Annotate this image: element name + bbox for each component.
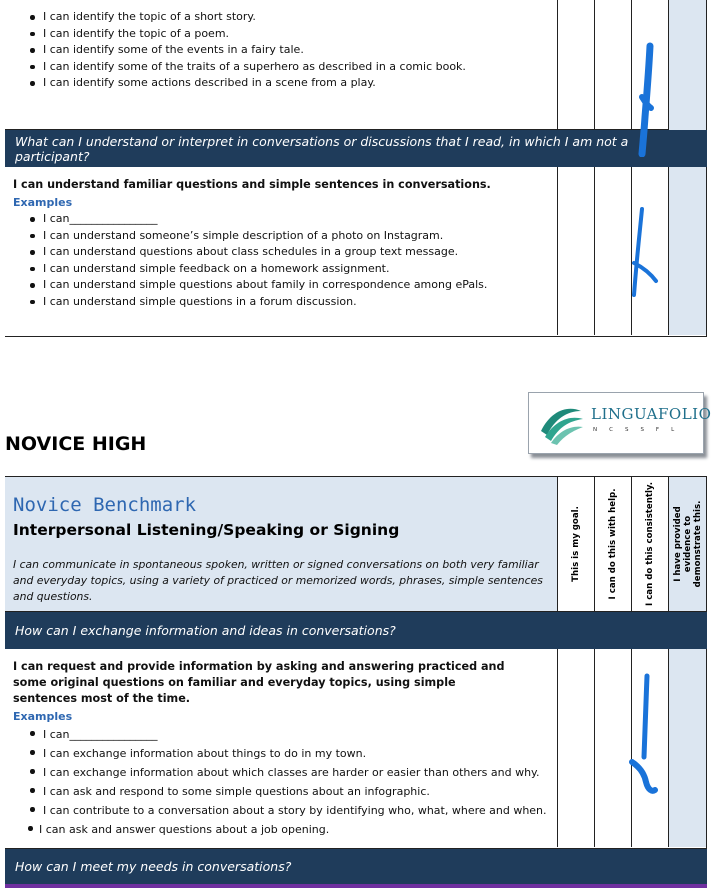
examples-label: Examples	[13, 196, 73, 209]
top-row-a	[5, 0, 706, 130]
list-item: I can identify some of the traits of a superhero as described in a comic book.	[13, 59, 549, 76]
linguafolio-logo	[528, 392, 712, 454]
logo-subtitle: NCSSFL	[593, 427, 687, 433]
list-item: I can________________	[13, 725, 549, 744]
question-band-2	[5, 612, 707, 649]
list-item: I can understand questions about class schedules in a group text message.	[13, 244, 549, 261]
list-item: I can understand simple questions about family in correspondence among ePals.	[13, 277, 549, 294]
question-band-2-text: How can I exchange information and ideas in conversations?	[15, 623, 396, 638]
column-header-with-help	[594, 477, 631, 611]
list-item: I can identify some of the events in a fairy tale.	[13, 42, 549, 59]
column-header-goal	[557, 477, 594, 611]
column-header-goal-text: This is my goal.	[571, 506, 582, 582]
evidence-cell[interactable]	[668, 649, 706, 847]
with-help-cell[interactable]	[594, 649, 631, 847]
column-header-consistently-text: I can do this consistently.	[645, 482, 656, 606]
benchmark-subtitle: Interpersonal Listening/Speaking or Signing	[13, 521, 400, 539]
list-item: I can identify the topic of a poem.	[13, 26, 549, 43]
examples-list-c	[13, 725, 549, 839]
list-item: I can understand someone’s simple description of a photo on Instagram.	[13, 228, 549, 245]
exchange-table	[5, 649, 707, 849]
consistently-cell[interactable]	[631, 649, 668, 847]
logo-swoosh-icon	[537, 401, 585, 447]
list-item: I can identify the topic of a short story.	[13, 9, 549, 26]
top-table	[5, 0, 707, 130]
consistently-cell[interactable]	[631, 0, 668, 130]
examples-list-b	[13, 211, 549, 310]
list-item: I can contribute to a conversation about a story by identifying who, what, where and when.	[13, 801, 549, 820]
top-row-b	[5, 167, 706, 335]
evidence-cell[interactable]	[668, 0, 706, 130]
list-item: I can exchange information about things to do in my town.	[13, 744, 549, 763]
list-item: I can understand simple questions in a forum discussion.	[13, 294, 549, 311]
examples-label: Examples	[13, 710, 73, 723]
column-header-evidence	[668, 477, 706, 611]
benchmark-title: Novice Benchmark	[13, 494, 197, 516]
evidence-cell[interactable]	[668, 167, 706, 335]
bottom-divider	[5, 884, 707, 888]
question-band-3-text: How can I meet my needs in conversations?	[15, 859, 292, 874]
list-item: I can exchange information about which classes are harder or easier than others and why.	[13, 763, 549, 782]
top-row-a-content	[5, 0, 557, 130]
goal-cell[interactable]	[557, 649, 594, 847]
list-item: I can ask and respond to some simple questions about an infographic.	[13, 782, 549, 801]
goal-cell[interactable]	[557, 167, 594, 335]
goal-cell[interactable]	[557, 0, 594, 130]
exchange-row	[5, 649, 706, 847]
benchmark-row	[5, 477, 706, 611]
logo-name: LINGUAFOLIO	[591, 405, 712, 423]
can-do-statement: I can understand familiar questions and simple sentences in conversations.	[13, 178, 491, 191]
with-help-cell[interactable]	[594, 167, 631, 335]
list-item: I can identify some actions described in a scene from a play.	[13, 75, 549, 92]
question-band-1-text: What can I understand or interpret in conversations or discussions that I read, in which I am not a participant?	[15, 133, 629, 164]
list-item: I can________________	[13, 211, 549, 228]
list-item: I can understand simple feedback on a homework assignment.	[13, 261, 549, 278]
consistently-cell[interactable]	[631, 167, 668, 335]
exchange-row-content	[5, 649, 557, 847]
section-title: NOVICE HIGH	[5, 433, 147, 455]
examples-list-a	[13, 9, 549, 92]
column-header-consistently	[631, 477, 668, 611]
column-header-with-help-text: I can do this with help.	[608, 488, 619, 600]
list-item: I can ask and answer questions about a job opening.	[13, 820, 549, 839]
benchmark-table	[5, 476, 707, 612]
question-band-1	[5, 130, 707, 167]
top-table-row-b	[5, 167, 707, 337]
with-help-cell[interactable]	[594, 0, 631, 130]
benchmark-description: I can communicate in spontaneous spoken, written or signed conversations on both very familiar and everyday topics, using a variety of practiced or memorized words, phrases, simple sentences and questions.	[13, 558, 543, 603]
benchmark-header	[5, 477, 557, 611]
question-band-3	[5, 849, 707, 884]
top-row-b-content	[5, 167, 557, 335]
can-do-statement: I can request and provide information by asking and answering practiced and some original questions on familiar and everyday topics, using simple sentences most of the time.	[13, 660, 505, 705]
column-header-evidence-text: I have provided evidence to demonstrate this.	[672, 500, 703, 588]
